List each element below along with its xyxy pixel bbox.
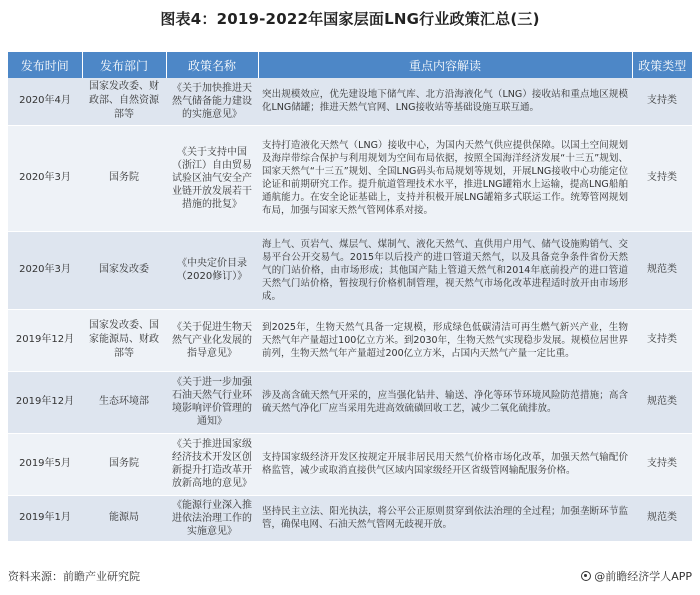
table-row (8, 231, 692, 309)
cell-name: 《关于支持中国（浙江）自由贸易试验区油气安全产业链开放发展若干措施的批复》 (166, 125, 258, 231)
cell-type: 支持类 (632, 309, 692, 371)
table-row (8, 309, 692, 371)
cell-dept: 国家发改委 (82, 231, 166, 309)
cell-type: 规范类 (632, 495, 692, 541)
cell-name: 《能源行业深入推进依法治理工作的实施意见》 (166, 495, 258, 541)
cell-content: 到2025年，生物天然气具备一定规模，形成绿色低碳清洁可再生燃气新兴产业，生物天然气年产量超过100亿立方米。到2030年，生物天然气实现稳步发展。规模位居世界前列，生物天然气年产量超过200亿立方米，占国内天然气产量一定比重。 (258, 309, 632, 371)
cell-content: 坚持民主立法、阳光执法，将公平公正原则贯穿到依法治理的全过程；加强垄断环节监管，确保电网、石油天然气管网无歧视开放。 (258, 495, 632, 541)
table-row (8, 495, 692, 541)
brand-label: @前瞻经济学人APP (594, 570, 692, 583)
cell-dept: 能源局 (82, 495, 166, 541)
table-header-row (8, 52, 692, 78)
policy-table (8, 52, 692, 542)
cell-name: 《关于促进生物天然气产业化发展的指导意见》 (166, 309, 258, 371)
logo-icon (581, 571, 591, 581)
table-row (8, 371, 692, 433)
cell-name: 《关于进一步加强石油天然气行业环境影响评价管理的通知》 (166, 371, 258, 433)
cell-dept: 国务院 (82, 433, 166, 495)
header-name: 政策名称 (166, 52, 258, 78)
brand-credit (581, 568, 692, 584)
cell-date: 2019年1月 (8, 495, 82, 541)
cell-content: 涉及高含硫天然气开采的，应当强化钻井、输送、净化等环节环境风险防范措施；高含硫天然气净化厂应当采用先进高效硫磺回收工艺，减少二氧化硫排放。 (258, 371, 632, 433)
cell-name: 《关于加快推进天然气储备能力建设的实施意见》 (166, 78, 258, 125)
header-dept: 发布部门 (82, 52, 166, 78)
header-date: 发布时间 (8, 52, 82, 78)
header-type: 政策类型 (632, 52, 692, 78)
cell-type: 支持类 (632, 433, 692, 495)
cell-dept: 生态环境部 (82, 371, 166, 433)
cell-type: 规范类 (632, 371, 692, 433)
table-row (8, 78, 692, 125)
cell-type: 规范类 (632, 231, 692, 309)
cell-dept: 国务院 (82, 125, 166, 231)
cell-content: 突出规模效应，优先建设地下储气库、北方沿海液化气（LNG）接收站和重点地区规模化LNG储罐；推进天然气官网、LNG接收站等基础设施互联互通。 (258, 78, 632, 125)
cell-date: 2020年3月 (8, 125, 82, 231)
chart-title: 图表4：2019-2022年国家层面LNG行业政策汇总(三) (160, 10, 540, 28)
cell-date: 2020年4月 (8, 78, 82, 125)
cell-type: 支持类 (632, 78, 692, 125)
table-row (8, 125, 692, 231)
cell-date: 2019年5月 (8, 433, 82, 495)
cell-date: 2020年3月 (8, 231, 82, 309)
cell-content: 支持打造液化天然气（LNG）接收中心，为国内天然气供应提供保障。以国土空间规划及海岸带综合保护与利用规划为空间布局依据，按照全国海洋经济发展“十三五”规划、国家天然气“十三五”规划、全国LNG码头布局规划等规划，开展LNG接收中心功能定位论证和前期研究工作。提升航道管理技术水平，推进LNG罐箱水上运输，提高LNG船舶通航能力。在安全论证基础上，支持并积极开展LNG罐箱多式联运工作。统筹管网规划布局，加强与国家天然气管网体系对接。 (258, 125, 632, 231)
table-row (8, 433, 692, 495)
cell-name: 《中央定价目录（2020修订）》 (166, 231, 258, 309)
cell-name: 《关于推进国家级经济技术开发区创新提升打造改革开放新高地的意见》 (166, 433, 258, 495)
header-content: 重点内容解读 (258, 52, 632, 78)
cell-date: 2019年12月 (8, 371, 82, 433)
cell-dept: 国家发改委、国家能源局、财政部等 (82, 309, 166, 371)
cell-type: 支持类 (632, 125, 692, 231)
cell-content: 海上气、页岩气、煤层气、煤制气、液化天然气、直供用户用气、储气设施购销气、交易平台公开交易气。2015年以后投产的进口管道天然气，以及具备竞争条件省份天然气的门站价格，由市场形成；其他国产陆上管道天然气和2014年底前投产的进口管道天然气门站价格，暂按现行价格机制管理，视天然气市场化改革进程适时放开由市场形成。 (258, 231, 632, 309)
cell-date: 2019年12月 (8, 309, 82, 371)
source-note: 资料来源：前瞻产业研究院 (8, 570, 140, 583)
cell-content: 支持国家级经济开发区按规定开展非居民用天然气价格市场化改革，加强天然气输配价格监管，减少或取消直接供气区域内国家级经开区省级管网输配服务价格。 (258, 433, 632, 495)
cell-dept: 国家发改委、财政部、自然资源部等 (82, 78, 166, 125)
